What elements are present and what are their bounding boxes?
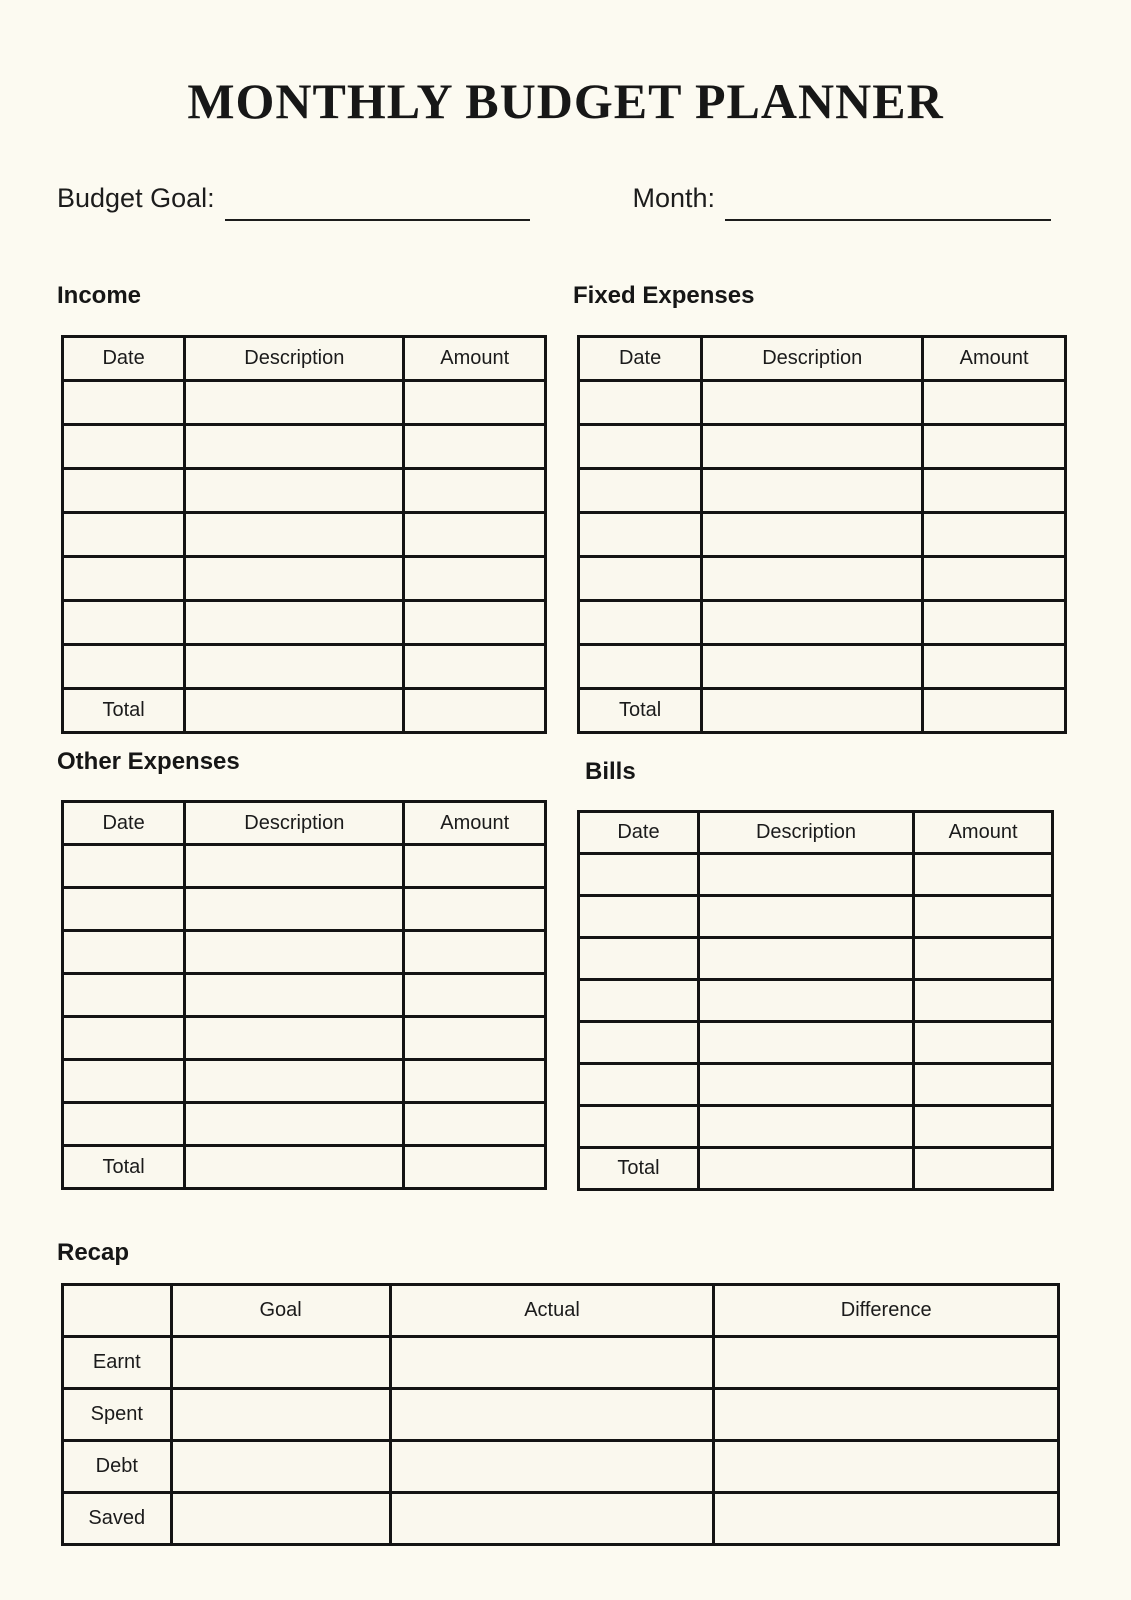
- budget-goal-field: [57, 183, 530, 214]
- bills-header-row: [579, 812, 1053, 854]
- bills-date-cell[interactable]: [579, 980, 699, 1022]
- bills-heading: Bills: [585, 757, 636, 785]
- other-expenses-heading: Other Expenses: [57, 747, 240, 775]
- table-row: [63, 1388, 1059, 1440]
- recap-goal-cell[interactable]: [171, 1492, 390, 1544]
- income-date-cell[interactable]: [63, 644, 185, 688]
- table-row: [63, 468, 546, 512]
- other-expenses-amount-cell[interactable]: [404, 1060, 546, 1103]
- table-row: [579, 938, 1053, 980]
- table-row: [63, 556, 546, 600]
- fixed-expenses-total-amount-cell[interactable]: [923, 688, 1066, 732]
- fixed-expenses-description-cell[interactable]: [702, 424, 923, 468]
- other-expenses-date-cell[interactable]: [63, 1017, 185, 1060]
- fixed-expenses-col-description: Description: [702, 336, 923, 380]
- income-col-date: Date: [63, 336, 185, 380]
- recap-col-difference: Difference: [714, 1284, 1059, 1336]
- table-row: [63, 1492, 1059, 1544]
- fixed-expenses-date-cell[interactable]: [579, 468, 702, 512]
- table-row: [579, 512, 1066, 556]
- fixed-expenses-total-label: Total: [579, 688, 702, 732]
- bills-total-amount-cell[interactable]: [914, 1148, 1053, 1190]
- income-description-cell[interactable]: [185, 512, 404, 556]
- income-amount-cell[interactable]: [404, 600, 546, 644]
- table-row: [63, 1336, 1059, 1388]
- ledger-sections: [0, 282, 1131, 1191]
- budget-goal-label: Budget Goal:: [57, 183, 215, 213]
- month-label: Month:: [632, 183, 715, 213]
- recap-section: [0, 1239, 1131, 1546]
- header-fields: [0, 183, 1131, 214]
- table-row: [63, 974, 546, 1017]
- bills-description-cell[interactable]: [698, 1064, 913, 1106]
- other-expenses-total-row: [63, 1146, 546, 1189]
- fixed-expenses-description-cell[interactable]: [702, 600, 923, 644]
- other-expenses-col-amount: Amount: [404, 802, 546, 845]
- table-row: [63, 600, 546, 644]
- fixed-expenses-date-cell[interactable]: [579, 512, 702, 556]
- bills-date-cell[interactable]: [579, 854, 699, 896]
- income-total-description-cell[interactable]: [185, 688, 404, 732]
- fixed-expenses-date-cell[interactable]: [579, 644, 702, 688]
- bills-date-cell[interactable]: [579, 896, 699, 938]
- fixed-expenses-col-amount: Amount: [923, 336, 1066, 380]
- other-expenses-description-cell[interactable]: [185, 974, 404, 1017]
- bills-amount-cell[interactable]: [914, 938, 1053, 980]
- income-header-row: [63, 336, 546, 380]
- recap-heading: Recap: [57, 1239, 130, 1267]
- income-description-cell[interactable]: [185, 380, 404, 424]
- table-row: [579, 1106, 1053, 1148]
- income-col-amount: Amount: [404, 336, 546, 380]
- table-row: [579, 468, 1066, 512]
- page-title: MONTHLY BUDGET PLANNER: [187, 73, 944, 129]
- table-row: [63, 1017, 546, 1060]
- other-expenses-description-cell[interactable]: [185, 1103, 404, 1146]
- income-amount-cell[interactable]: [404, 644, 546, 688]
- bills-amount-cell[interactable]: [914, 896, 1053, 938]
- income-description-cell[interactable]: [185, 556, 404, 600]
- income-description-cell[interactable]: [185, 424, 404, 468]
- other-expenses-date-cell[interactable]: [63, 974, 185, 1017]
- fixed-expenses-total-description-cell[interactable]: [702, 688, 923, 732]
- bills-description-cell[interactable]: [698, 854, 913, 896]
- bills-section: [577, 758, 1067, 1192]
- other-expenses-date-cell[interactable]: [63, 1060, 185, 1103]
- other-expenses-amount-cell[interactable]: [404, 974, 546, 1017]
- bills-amount-cell[interactable]: [914, 1106, 1053, 1148]
- other-expenses-amount-cell[interactable]: [404, 931, 546, 974]
- recap-difference-cell[interactable]: [714, 1336, 1059, 1388]
- bills-date-cell[interactable]: [579, 938, 699, 980]
- other-expenses-description-cell[interactable]: [185, 845, 404, 888]
- table-row: [63, 931, 546, 974]
- income-section: [57, 282, 547, 734]
- bills-total-row: [579, 1148, 1053, 1190]
- income-date-cell[interactable]: [63, 468, 185, 512]
- table-row: [63, 380, 546, 424]
- table-row: [63, 424, 546, 468]
- recap-goal-cell[interactable]: [171, 1440, 390, 1492]
- other-expenses-amount-cell[interactable]: [404, 1017, 546, 1060]
- income-col-description: Description: [185, 336, 404, 380]
- table-row: [63, 644, 546, 688]
- bills-amount-cell[interactable]: [914, 854, 1053, 896]
- other-expenses-description-cell[interactable]: [185, 1060, 404, 1103]
- fixed-expenses-description-cell[interactable]: [702, 380, 923, 424]
- other-expenses-section: [57, 747, 547, 1192]
- bills-table: [577, 810, 1054, 1191]
- income-date-cell[interactable]: [63, 512, 185, 556]
- recap-difference-cell[interactable]: [714, 1440, 1059, 1492]
- table-row: [579, 380, 1066, 424]
- other-expenses-amount-cell[interactable]: [404, 845, 546, 888]
- recap-table: [61, 1283, 1060, 1546]
- table-row: [63, 845, 546, 888]
- income-total-label: Total: [63, 688, 185, 732]
- recap-row-label: Earnt: [63, 1336, 172, 1388]
- recap-row-label: Spent: [63, 1388, 172, 1440]
- fixed-expenses-description-cell[interactable]: [702, 644, 923, 688]
- bills-description-cell[interactable]: [698, 980, 913, 1022]
- bills-col-description: Description: [698, 812, 913, 854]
- income-date-cell[interactable]: [63, 600, 185, 644]
- income-description-cell[interactable]: [185, 600, 404, 644]
- bills-description-cell[interactable]: [698, 1106, 913, 1148]
- table-row: [579, 896, 1053, 938]
- fixed-expenses-date-cell[interactable]: [579, 424, 702, 468]
- other-expenses-col-date: Date: [63, 802, 185, 845]
- fixed-expenses-amount-cell[interactable]: [923, 424, 1066, 468]
- fixed-expenses-description-cell[interactable]: [702, 468, 923, 512]
- fixed-expenses-date-cell[interactable]: [579, 556, 702, 600]
- bills-date-cell[interactable]: [579, 1022, 699, 1064]
- other-expenses-col-description: Description: [185, 802, 404, 845]
- recap-col-goal: Goal: [171, 1284, 390, 1336]
- income-total-row: [63, 688, 546, 732]
- bills-description-cell[interactable]: [698, 938, 913, 980]
- income-date-cell[interactable]: [63, 424, 185, 468]
- fixed-expenses-amount-cell[interactable]: [923, 380, 1066, 424]
- income-date-cell[interactable]: [63, 380, 185, 424]
- recap-col-blank: [63, 1284, 172, 1336]
- bills-description-cell[interactable]: [698, 1022, 913, 1064]
- table-row: [579, 424, 1066, 468]
- income-table: [61, 335, 547, 734]
- month-field: [632, 183, 1051, 214]
- fixed-expenses-description-cell[interactable]: [702, 512, 923, 556]
- income-description-cell[interactable]: [185, 468, 404, 512]
- income-amount-cell[interactable]: [404, 468, 546, 512]
- recap-col-actual: Actual: [390, 1284, 714, 1336]
- recap-actual-cell[interactable]: [390, 1336, 714, 1388]
- other-expenses-amount-cell[interactable]: [404, 1103, 546, 1146]
- table-row: [579, 1022, 1053, 1064]
- recap-goal-cell[interactable]: [171, 1336, 390, 1388]
- bills-amount-cell[interactable]: [914, 980, 1053, 1022]
- income-total-amount-cell[interactable]: [404, 688, 546, 732]
- fixed-expenses-amount-cell[interactable]: [923, 556, 1066, 600]
- table-row: [579, 644, 1066, 688]
- income-date-cell[interactable]: [63, 556, 185, 600]
- other-expenses-header-row: [63, 802, 546, 845]
- income-heading: Income: [57, 282, 142, 310]
- fixed-expenses-total-row: [579, 688, 1066, 732]
- recap-row-label: Debt: [63, 1440, 172, 1492]
- bills-amount-cell[interactable]: [914, 1022, 1053, 1064]
- table-row: [579, 600, 1066, 644]
- table-row: [63, 1060, 546, 1103]
- recap-header-row: [63, 1284, 1059, 1336]
- bills-date-cell[interactable]: [579, 1106, 699, 1148]
- income-description-cell[interactable]: [185, 644, 404, 688]
- table-row: [579, 556, 1066, 600]
- recap-actual-cell[interactable]: [390, 1388, 714, 1440]
- recap-actual-cell[interactable]: [390, 1492, 714, 1544]
- recap-difference-cell[interactable]: [714, 1492, 1059, 1544]
- other-expenses-total-label: Total: [63, 1146, 185, 1189]
- fixed-expenses-date-cell[interactable]: [579, 600, 702, 644]
- income-amount-cell[interactable]: [404, 556, 546, 600]
- fixed-expenses-amount-cell[interactable]: [923, 600, 1066, 644]
- bills-col-amount: Amount: [914, 812, 1053, 854]
- fixed-expenses-amount-cell[interactable]: [923, 644, 1066, 688]
- fixed-expenses-section: [573, 282, 1067, 734]
- fixed-expenses-date-cell[interactable]: [579, 380, 702, 424]
- budget-goal-input[interactable]: [225, 203, 530, 221]
- bills-description-cell[interactable]: [698, 896, 913, 938]
- other-expenses-total-amount-cell[interactable]: [404, 1146, 546, 1189]
- table-row: [63, 512, 546, 556]
- bills-total-description-cell[interactable]: [698, 1148, 913, 1190]
- recap-row-label: Saved: [63, 1492, 172, 1544]
- table-row: [579, 1064, 1053, 1106]
- table-row: [63, 1103, 546, 1146]
- other-expenses-table: [61, 800, 547, 1190]
- bills-col-date: Date: [579, 812, 699, 854]
- other-expenses-date-cell[interactable]: [63, 845, 185, 888]
- other-expenses-description-cell[interactable]: [185, 888, 404, 931]
- month-input[interactable]: [725, 203, 1051, 221]
- recap-goal-cell[interactable]: [171, 1388, 390, 1440]
- other-expenses-date-cell[interactable]: [63, 1103, 185, 1146]
- income-amount-cell[interactable]: [404, 512, 546, 556]
- fixed-expenses-heading: Fixed Expenses: [573, 282, 755, 310]
- other-expenses-amount-cell[interactable]: [404, 888, 546, 931]
- recap-actual-cell[interactable]: [390, 1440, 714, 1492]
- table-row: [63, 1440, 1059, 1492]
- recap-difference-cell[interactable]: [714, 1388, 1059, 1440]
- table-row: [579, 980, 1053, 1022]
- fixed-expenses-amount-cell[interactable]: [923, 468, 1066, 512]
- other-expenses-description-cell[interactable]: [185, 1017, 404, 1060]
- fixed-expenses-amount-cell[interactable]: [923, 512, 1066, 556]
- bills-total-label: Total: [579, 1148, 699, 1190]
- fixed-expenses-description-cell[interactable]: [702, 556, 923, 600]
- bills-amount-cell[interactable]: [914, 1064, 1053, 1106]
- table-row: [63, 888, 546, 931]
- other-expenses-total-description-cell[interactable]: [185, 1146, 404, 1189]
- fixed-expenses-col-date: Date: [579, 336, 702, 380]
- fixed-expenses-table: [577, 335, 1067, 734]
- table-row: [579, 854, 1053, 896]
- income-amount-cell[interactable]: [404, 380, 546, 424]
- other-expenses-date-cell[interactable]: [63, 888, 185, 931]
- other-expenses-date-cell[interactable]: [63, 931, 185, 974]
- fixed-expenses-header-row: [579, 336, 1066, 380]
- bills-date-cell[interactable]: [579, 1064, 699, 1106]
- income-amount-cell[interactable]: [404, 424, 546, 468]
- other-expenses-description-cell[interactable]: [185, 931, 404, 974]
